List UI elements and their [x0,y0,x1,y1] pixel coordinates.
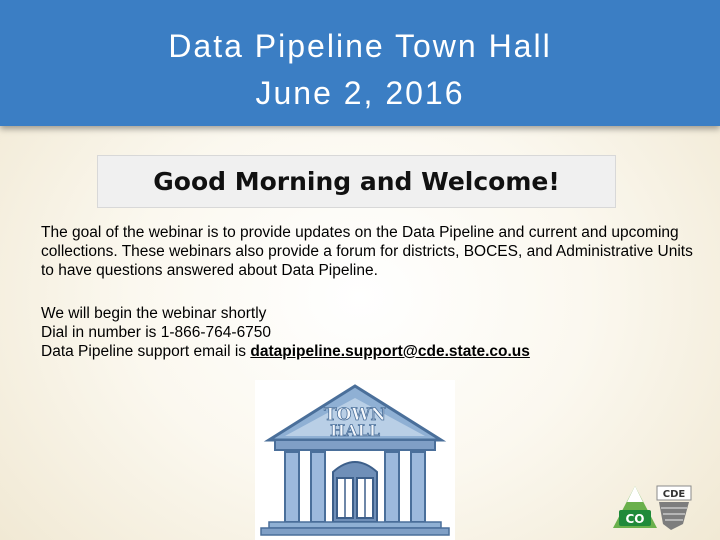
support-email-label: Data Pipeline support email is [41,343,251,360]
town-hall-image [255,380,455,540]
logo-co-text: CO [625,512,645,526]
welcome-banner: Good Morning and Welcome! [97,155,616,208]
cde-logo [613,484,693,532]
support-email-link[interactable]: datapipeline.support@cde.state.co.us [250,343,530,360]
webinar-start-line: We will begin the webinar shortly [41,305,267,322]
support-email-line [41,342,701,361]
intro-paragraph: The goal of the webinar is to provide updates on the Data Pipeline and current and upcoming collections. These webinars also provide a forum for districts, BOCES, and Administrative Units to have questions answered about Data Pipeline. [41,224,693,279]
townhall-sign-top: TOWN [323,405,387,425]
slide-date: June 2, 2016 [255,75,465,111]
townhall-sign-bottom: HALL [329,421,381,440]
dial-in-line: Dial in number is 1-866-764-6750 [41,324,272,341]
logo-cde-text: CDE [662,489,686,500]
body-text [41,223,701,361]
slide-title: Data Pipeline Town Hall [168,28,552,64]
title-banner [0,0,720,126]
